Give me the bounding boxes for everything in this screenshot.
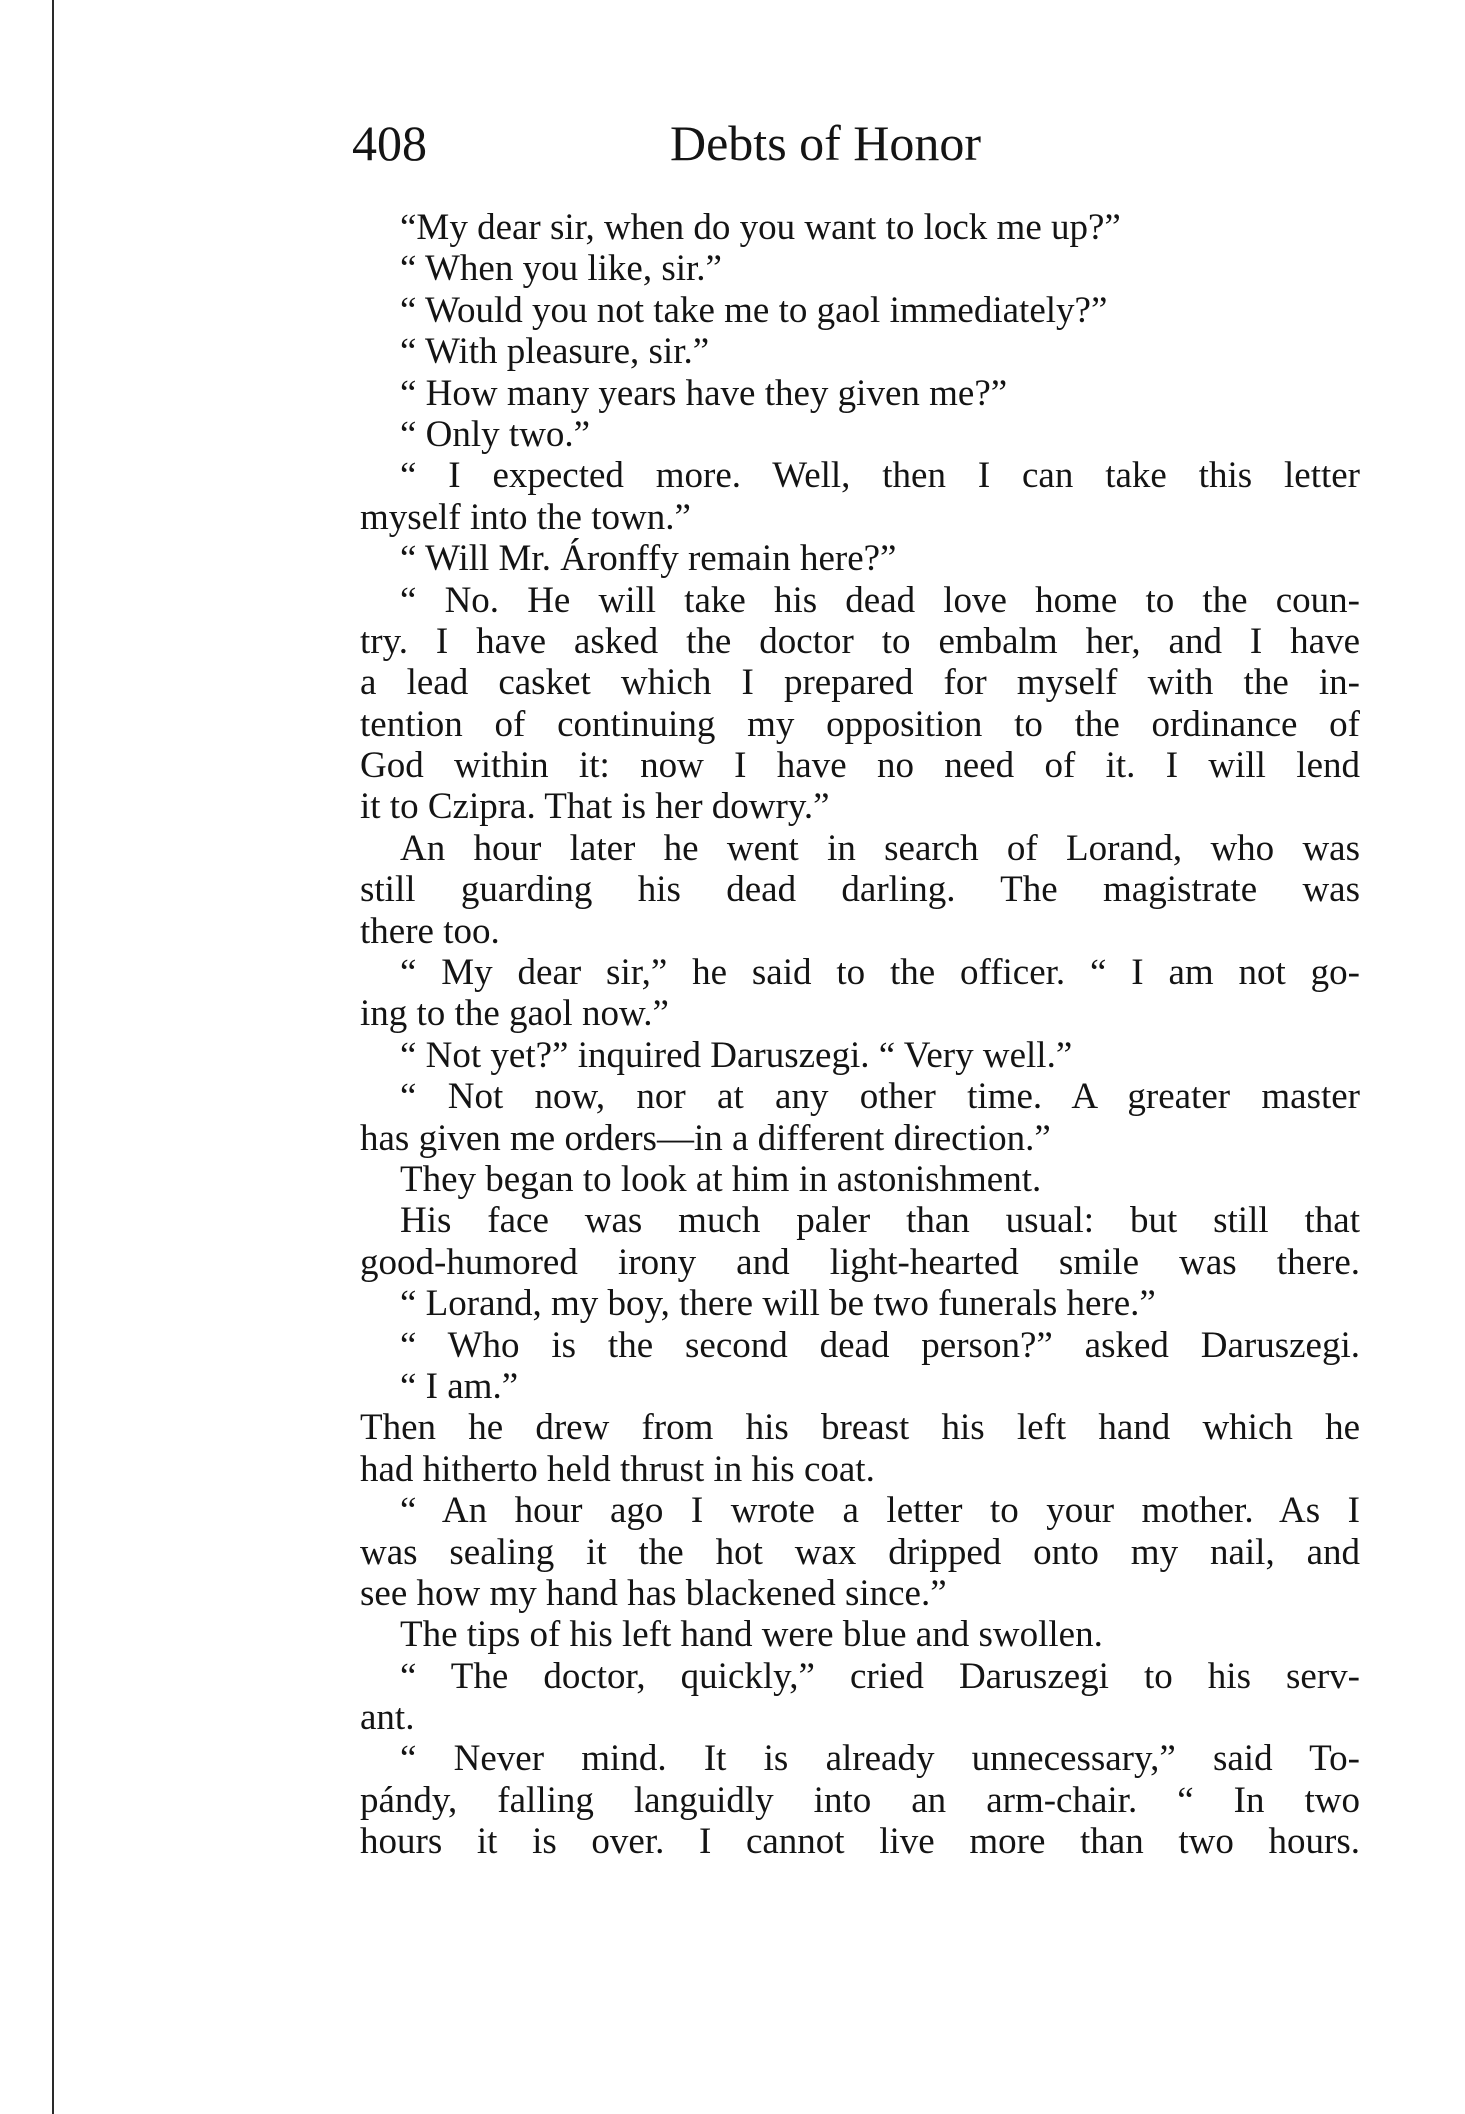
text-line: there too. <box>360 910 500 952</box>
text-line: “ Would you not take me to gaol immediately?” <box>400 289 1108 331</box>
text-line: tention of continuing my opposition to the ordinance of <box>360 703 1360 745</box>
text-line: An hour later he went in search of Lorand, who was <box>400 827 1360 869</box>
text-line: it to Czipra. That is her dowry.” <box>360 786 830 828</box>
text-line: had hitherto held thrust in his coat. <box>360 1448 875 1490</box>
page-gutter-line <box>52 0 54 2114</box>
text-line: “ Lorand, my boy, there will be two funerals here.” <box>400 1283 1156 1325</box>
text-line: God within it: now I have no need of it. I will lend <box>360 745 1360 787</box>
text-line: “ Only two.” <box>400 413 591 455</box>
text-line: was sealing it the hot wax dripped onto my nail, and <box>360 1531 1360 1573</box>
text-line: ing to the gaol now.” <box>360 993 669 1035</box>
text-line: “ An hour ago I wrote a letter to your mother. As I <box>400 1490 1360 1532</box>
text-line: pándy, falling languidly into an arm-chair. “ In two <box>360 1779 1360 1821</box>
text-line: a lead casket which I prepared for myself with the in- <box>360 662 1360 704</box>
body-text <box>360 207 1360 1863</box>
text-line: still guarding his dead darling. The magistrate was <box>360 869 1360 911</box>
text-line: “ Not yet?” inquired Daruszegi. “ Very well.” <box>400 1034 1073 1076</box>
text-line: “ Will Mr. Áronffy remain here?” <box>400 538 897 580</box>
text-line: try. I have asked the doctor to embalm her, and I have <box>360 620 1360 662</box>
running-head: Debts of Honor <box>670 115 982 171</box>
text-line: good-humored irony and light-hearted smile was there. <box>360 1241 1360 1283</box>
text-line: myself into the town.” <box>360 496 691 538</box>
text-line: His face was much paler than usual: but still that <box>400 1200 1360 1242</box>
text-line: “My dear sir, when do you want to lock me up?” <box>400 207 1121 248</box>
text-line: “ Who is the second dead person?” asked Daruszegi. <box>400 1324 1360 1366</box>
text-line: “ No. He will take his dead love home to the coun- <box>400 579 1360 621</box>
text-line: has given me orders—in a different direction.” <box>360 1117 1051 1159</box>
text-line: “ How many years have they given me?” <box>400 372 1008 414</box>
page-header <box>352 108 1368 178</box>
text-line: Then he drew from his breast his left hand which he <box>360 1407 1360 1449</box>
text-line: “ When you like, sir.” <box>400 248 722 290</box>
text-line: ant. <box>360 1697 415 1739</box>
page-number: 408 <box>352 115 427 171</box>
text-line: “ With pleasure, sir.” <box>400 331 710 373</box>
text-line: “ Not now, nor at any other time. A greater master <box>400 1076 1360 1118</box>
text-line: see how my hand has blackened since.” <box>360 1572 947 1614</box>
text-line: The tips of his left hand were blue and swollen. <box>400 1614 1103 1656</box>
text-line: “ My dear sir,” he said to the officer. “ I am not go- <box>400 952 1360 994</box>
text-line: “ I am.” <box>400 1365 519 1407</box>
text-line: They began to look at him in astonishment. <box>400 1158 1042 1200</box>
text-line: “ I expected more. Well, then I can take this letter <box>400 455 1360 497</box>
text-line: hours it is over. I cannot live more than two hours. <box>360 1821 1360 1863</box>
text-line: “ The doctor, quickly,” cried Daruszegi to his serv- <box>400 1655 1360 1697</box>
text-line: “ Never mind. It is already unnecessary,” said To- <box>400 1738 1360 1780</box>
